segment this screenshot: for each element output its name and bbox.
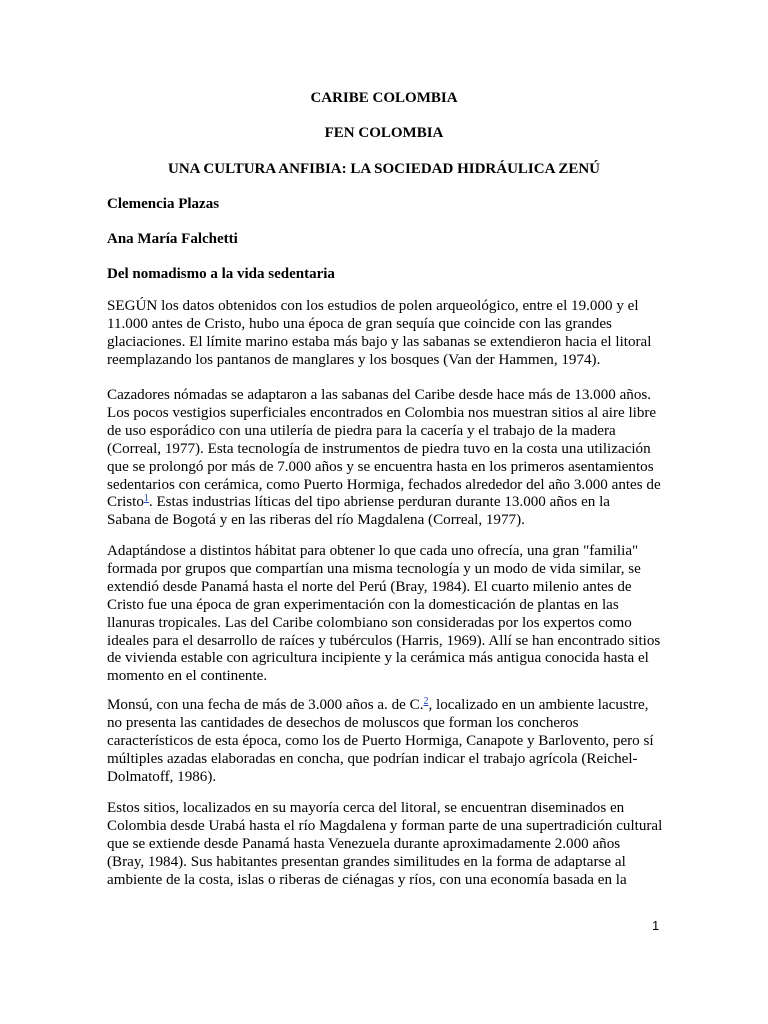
text-line: Cazadores nómadas se adaptaron a las sabanas del Caribe desde hace más de 13.000 años. (107, 387, 652, 403)
text-line: Estos sitios, localizados en su mayoría cerca del litoral, se encuentran diseminados en (107, 800, 625, 816)
text-fragment: Cristo (107, 494, 144, 511)
text-line: característicos de esta época, como los de Puerto Hormiga, Canapote y Barlovento, pero sí (107, 732, 654, 749)
text-line: Adaptándose a distintos hábitat para obtener lo que cada uno ofrecía, una gran "familia" (107, 543, 639, 559)
page-number: 1 (652, 918, 660, 933)
text-line: (Bray, 1984). Sus habitantes presentan grandes similitudes en la forma de adaptarse al (107, 853, 626, 870)
text-line (107, 697, 667, 715)
text-line: SEGÚN los datos obtenidos con los estudios de polen arqueológico, entre el 19.000 y el (107, 298, 639, 314)
text-line: Cristo fue una época de gran experimentación con la domesticación de plantas en las (107, 596, 619, 613)
text-line: no presenta las cantidades de desechos de moluscos que forman los concheros (107, 714, 579, 731)
text-line: múltiples azadas elaboradas en concha, que podrían indicar el trabajo agrícola (Reichel- (107, 750, 638, 767)
text-line: Colombia desde Urabá hasta el río Magdalena y forman parte de una supertradición cultural (107, 817, 663, 834)
author-2: Ana María Falchetti (107, 231, 238, 247)
paragraph-1 (107, 298, 667, 370)
document-title: UNA CULTURA ANFIBIA: LA SOCIEDAD HIDRÁULICA ZENÚ (167, 161, 601, 177)
text-line: Sabana de Bogotá y en las riberas del río Magdalena (Correal, 1977). (107, 512, 525, 529)
text-line: de uso esporádico con una utilería de piedra para la cacería y el trabajo de la madera (107, 422, 616, 439)
text-line: extendió desde Panamá hasta el norte del Perú (Bray, 1984). El cuarto milenio antes de (107, 578, 632, 595)
author-1: Clemencia Plazas (107, 196, 220, 212)
text-line: ambiente de la costa, islas o riberas de ciénagas y ríos, con una economía basada en la (107, 871, 627, 888)
section-heading: Del nomadismo a la vida sedentaria (107, 266, 335, 282)
text-line: glaciaciones. El límite marino estaba más bajo y las sabanas se extendieron hacia el litoral (107, 333, 652, 350)
header-line-2: FEN COLOMBIA (324, 125, 444, 141)
footnote-link-1[interactable]: 1 (143, 493, 149, 505)
text-line: (Correal, 1977). Esta tecnología de instrumentos de piedra tuvo en la costa una utilización (107, 440, 651, 457)
paragraph-5 (107, 800, 667, 890)
text-line: momento en el continente. (107, 668, 268, 685)
text-line: sedentarios con cerámica, como Puerto Hormiga, fechados alrededor del año 3.000 antes de (107, 476, 661, 493)
paragraph-3 (107, 543, 667, 686)
text-fragment: Monsú, con una fecha de más de 3.000 años a. de C. (107, 697, 424, 713)
text-line: Dolmatoff, 1986). (107, 768, 217, 785)
header-line-1: CARIBE COLOMBIA (310, 90, 458, 106)
text-fragment: , localizado en un ambiente lacustre, (428, 697, 649, 713)
text-line: llanuras tropicales. Las del Caribe colombiano son consideradas por los expertos como (107, 614, 632, 631)
text-line: reemplazando los pantanos de manglares y los bosques (Van der Hammen, 1974). (107, 351, 601, 368)
footnote-link-2[interactable]: 2 (423, 696, 429, 707)
text-line: ideales para el desarrollo de raíces y tubérculos (Harris, 1969). Allí se han encontrado sitios (107, 632, 661, 649)
paragraph-2 (107, 387, 667, 530)
text-line: formada por grupos que compartían una misma tecnología y un modo de vida similar, se (107, 560, 641, 577)
paragraph-4 (107, 697, 667, 787)
text-line: Los pocos vestigios superficiales encontrados en Colombia nos muestran sitios al aire libre (107, 404, 657, 421)
text-line: de vivienda estable con agricultura incipiente y la cerámica más antigua conocida hasta el (107, 650, 649, 667)
text-line: que se extiende desde Panamá hasta Venezuela durante aproximadamente 2.000 años (107, 835, 621, 852)
text-line: que se prolongó por más de 7.000 años y se encuentra hasta en los primeros asentamientos (107, 458, 654, 475)
text-line: 11.000 antes de Cristo, hubo una época de gran sequía que coincide con las grandes (107, 315, 612, 332)
text-line (107, 494, 667, 512)
text-fragment: . Estas industrias líticas del tipo abriense perduran durante 13.000 años en la (148, 494, 610, 511)
